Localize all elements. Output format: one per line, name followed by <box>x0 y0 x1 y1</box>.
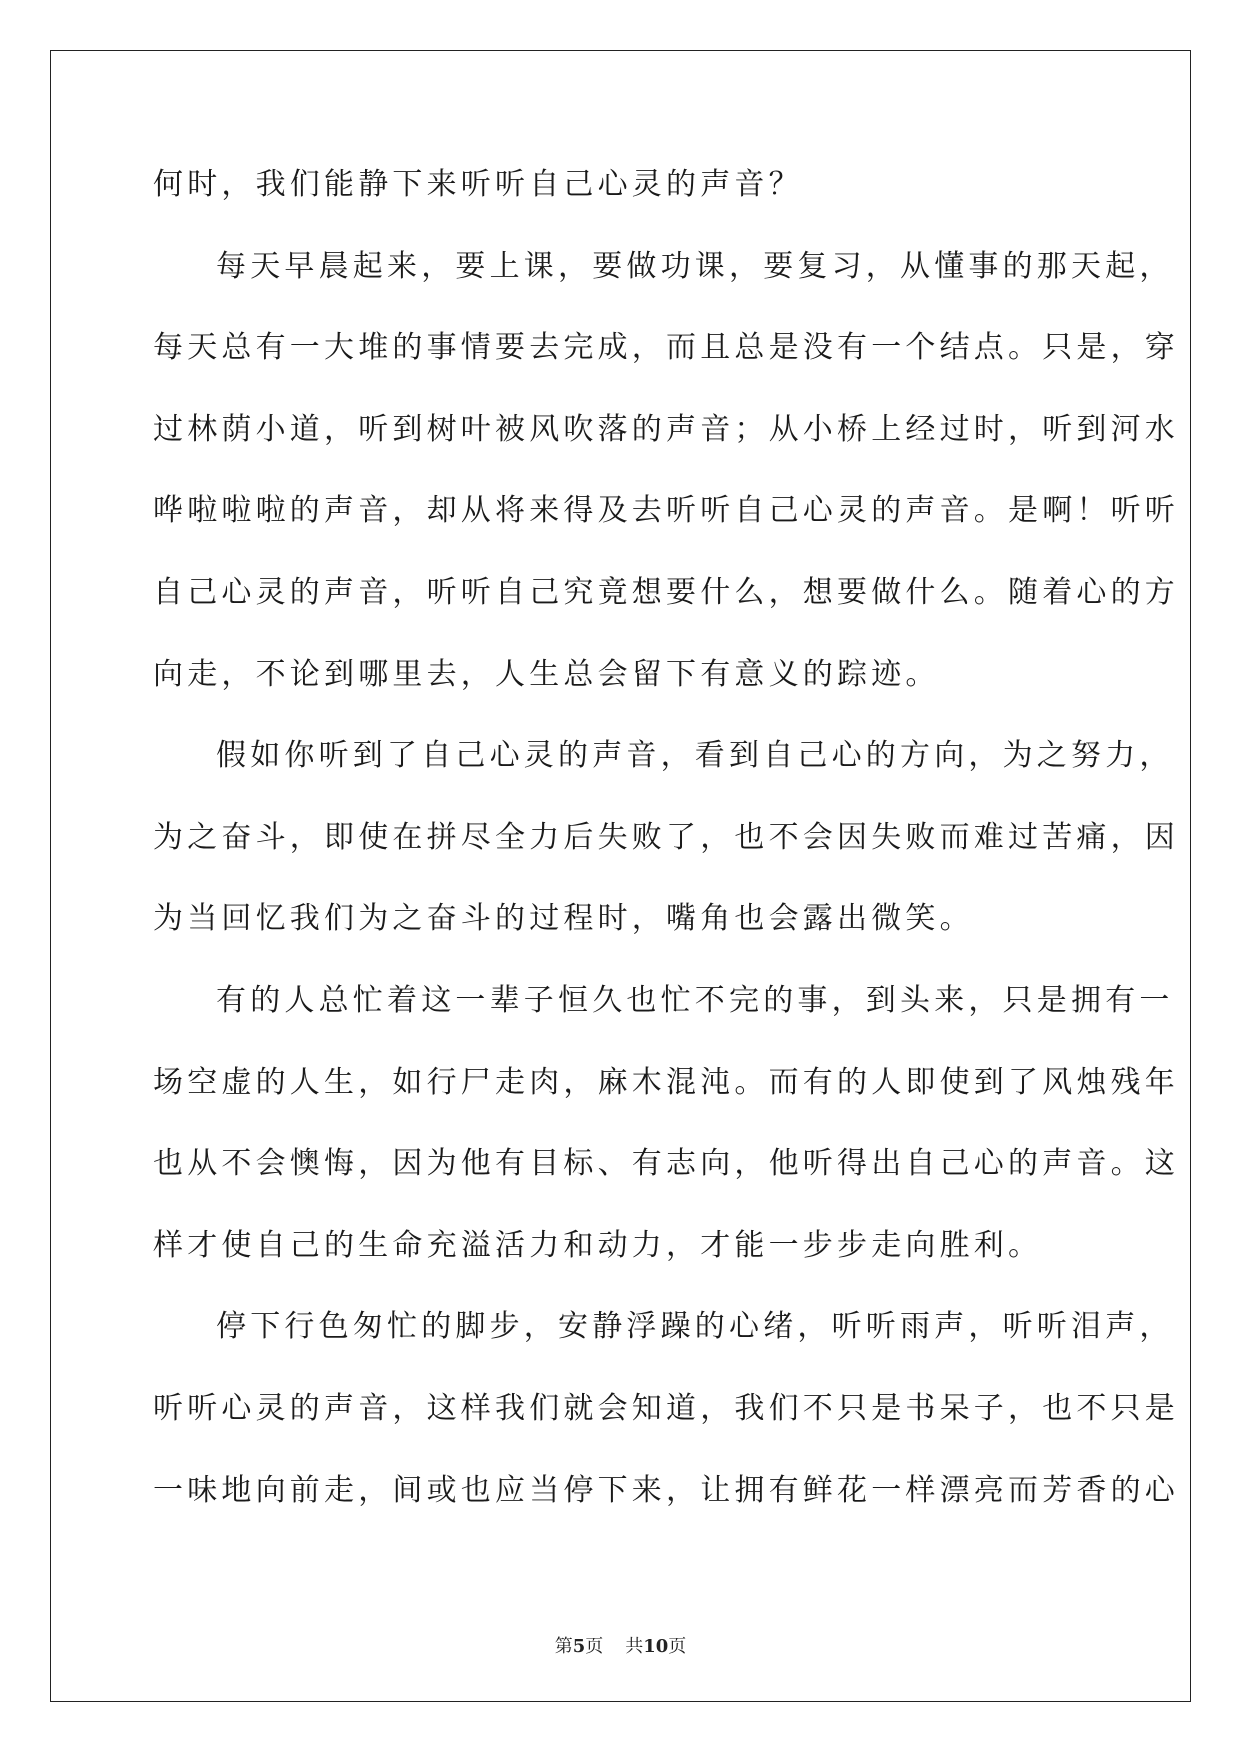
page-prefix: 第 <box>554 1636 573 1657</box>
text-line: 过林荫小道，听到树叶被风吹落的声音；从小桥上经过时，听到河水 <box>153 411 1179 447</box>
text-line: 听听心灵的声音，这样我们就会知道，我们不只是书呆子，也不只是 <box>153 1390 1179 1426</box>
text-line: 假如你听到了自己心灵的声音，看到自己心的方向，为之努力， <box>216 738 1174 774</box>
text-line: 场空虚的人生，如行尸走肉，麻木混沌。而有的人即使到了风烛残年 <box>153 1064 1179 1100</box>
total-suffix: 页 <box>668 1636 687 1657</box>
total-prefix: 共 <box>625 1636 644 1657</box>
text-line: 停下行色匆忙的脚步，安静浮躁的心绪，听听雨声，听听泪声， <box>216 1309 1174 1345</box>
text-line: 每天总有一大堆的事情要去完成，而且总是没有一个结点。只是，穿 <box>153 330 1179 366</box>
page-footer <box>0 1632 1241 1658</box>
page-suffix: 页 <box>585 1636 604 1657</box>
text-line: 自己心灵的声音，听听自己究竟想要什么，想要做什么。随着心的方 <box>153 574 1179 610</box>
text-line: 每天早晨起来，要上课，要做功课，要复习，从懂事的那天起， <box>216 248 1174 284</box>
document-body <box>153 160 1179 1547</box>
text-line: 也从不会懊悔，因为他有目标、有志向，他听得出自己心的声音。这 <box>153 1146 1179 1182</box>
text-line: 一味地向前走，间或也应当停下来，让拥有鲜花一样漂亮而芳香的心 <box>153 1472 1179 1508</box>
text-line: 为之奋斗，即使在拼尽全力后失败了，也不会因失败而难过苦痛，因 <box>153 819 1179 855</box>
text-line: 向走，不论到哪里去，人生总会留下有意义的踪迹。 <box>153 656 940 692</box>
text-line: 为当回忆我们为之奋斗的过程时，嘴角也会露出微笑。 <box>153 901 974 937</box>
text-line: 样才使自己的生命充溢活力和动力，才能一步步走向胜利。 <box>153 1227 1043 1263</box>
total-pages-number: 10 <box>643 1636 669 1657</box>
current-page-number: 5 <box>572 1636 586 1657</box>
text-line: 哗啦啦啦的声音，却从将来得及去听听自己心灵的声音。是啊！听听 <box>153 493 1179 529</box>
text-line: 有的人总忙着这一辈子恒久也忙不完的事，到头来，只是拥有一 <box>216 982 1174 1018</box>
text-line: 何时，我们能静下来听听自己心灵的声音？ <box>153 167 803 202</box>
